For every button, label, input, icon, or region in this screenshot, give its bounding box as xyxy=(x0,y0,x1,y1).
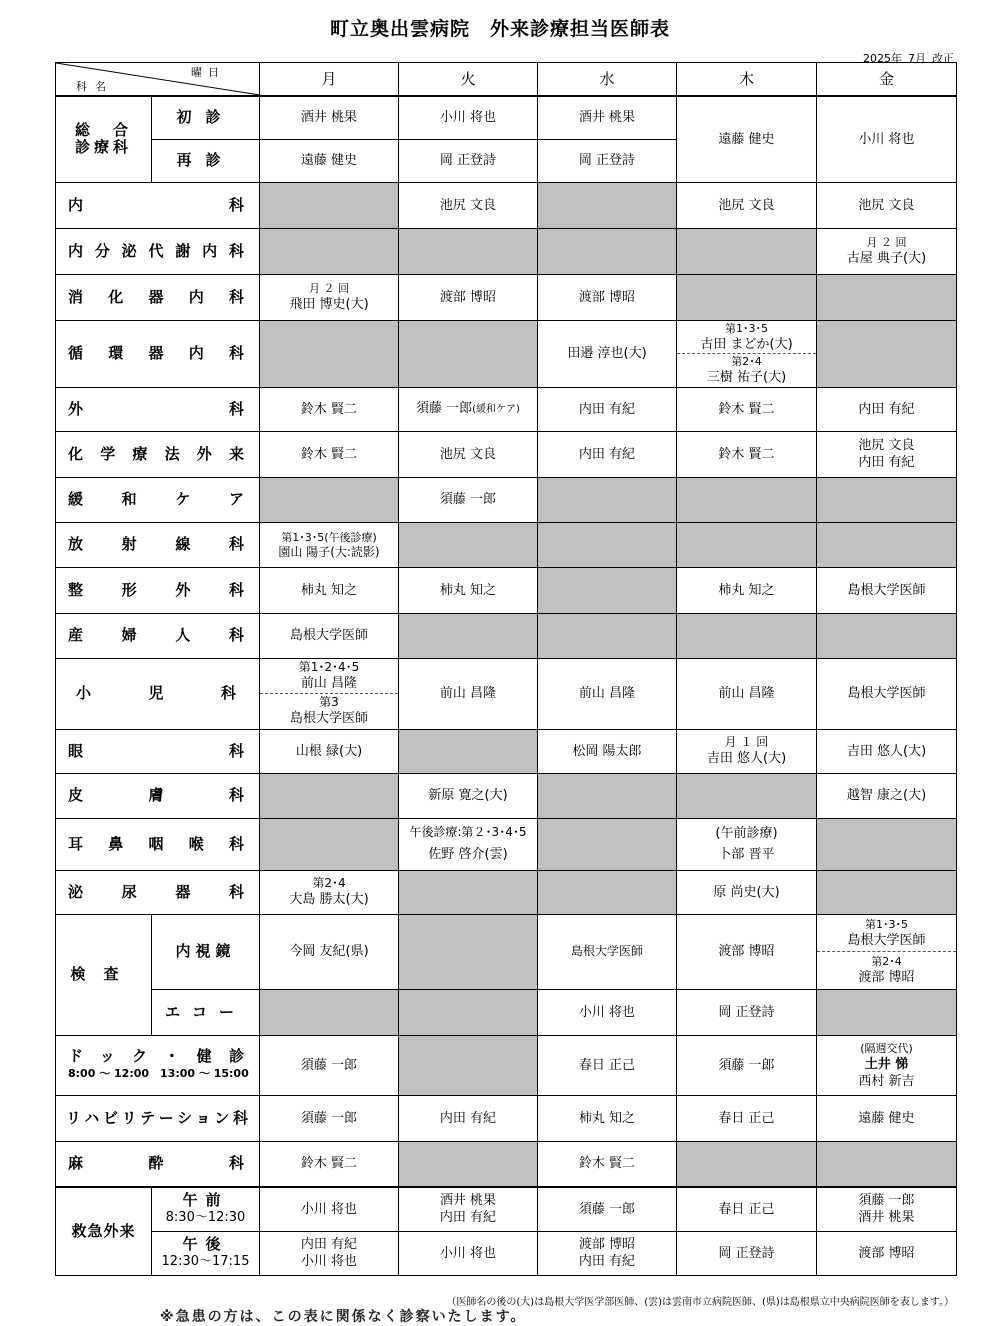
dept-junkanki: 循環器内科 xyxy=(56,320,260,387)
naishikyo-fri-note2: 第2･4 xyxy=(871,955,902,969)
cell-masui-tue xyxy=(399,1141,538,1187)
cell-ganka-wed: 松岡 陽太郎 xyxy=(538,729,677,773)
naishikyo-fri-note1: 第1･3･5 xyxy=(865,917,908,931)
sub-saishin: 再診 xyxy=(152,139,260,182)
page-title: 町立奥出雲病院 外来診療担当医師表 xyxy=(329,18,670,40)
header-corner xyxy=(56,63,260,97)
row-reha xyxy=(56,1095,957,1141)
dock-label: ドック・健診 xyxy=(68,1047,247,1065)
jibi-tue-note: 午後診療:第２･3･4･5 xyxy=(409,825,527,839)
cell-shokaki-fri xyxy=(817,274,957,320)
kagaku-fri-doctor2: 内田 有紀 xyxy=(858,455,915,470)
cell-naibunpi-wed xyxy=(538,228,677,274)
dept-geka: 外科 xyxy=(56,387,260,431)
cell-geka-thu: 鈴木 賢二 xyxy=(677,387,817,431)
cell-shoni-tue: 前山 昌隆 xyxy=(399,658,538,729)
cell-echo-mon xyxy=(260,989,399,1035)
kyukyu-am-tue-doctor1: 酒井 桃果 xyxy=(439,1193,497,1209)
cell-kyukyu-am-wed: 須藤 一郎 xyxy=(538,1187,677,1231)
cell-reha-wed: 柿丸 知之 xyxy=(538,1095,677,1141)
cell-seikei-tue: 柿丸 知之 xyxy=(399,567,538,613)
cell-sanfujin-mon: 島根大学医師 xyxy=(260,613,399,658)
header-youbi: 曜日 xyxy=(191,66,225,79)
sub-shoshin: 初診 xyxy=(152,96,260,139)
cell-seikei-fri: 島根大学医師 xyxy=(817,567,957,613)
row-ganka xyxy=(56,729,957,773)
bottom-note: ※急患の方は、この表に関係なく診察いたします。 xyxy=(160,1309,527,1325)
cell-sanfujin-tue xyxy=(399,613,538,658)
row-hifu xyxy=(56,773,957,818)
cell-jibi-thu xyxy=(677,818,817,870)
cell-jibi-fri xyxy=(817,818,957,870)
cell-naibunpi-tue xyxy=(399,228,538,274)
schedule-table xyxy=(55,62,957,1276)
cell-shokaki-tue: 渡部 博昭 xyxy=(399,274,538,320)
cell-seikei-mon: 柿丸 知之 xyxy=(260,567,399,613)
cell-naika-thu: 池尻 文良 xyxy=(677,182,817,228)
header-tue: 火 xyxy=(399,63,538,97)
cell-hifu-mon xyxy=(260,773,399,818)
cell-naishikyo-thu: 渡部 博昭 xyxy=(677,914,817,989)
cell-naishikyo-tue xyxy=(399,914,538,989)
header-kamei: 科名 xyxy=(76,80,114,93)
cell-sogo-saishin-wed: 岡 正登詩 xyxy=(538,139,677,182)
cell-hoshasen-wed xyxy=(538,522,677,567)
cell-ganka-thu xyxy=(677,729,817,773)
cell-ganka-fri: 吉田 悠人(大) xyxy=(817,729,957,773)
cell-shoni-mon xyxy=(260,658,399,729)
cell-echo-wed: 小川 将也 xyxy=(538,989,677,1035)
row-seikei xyxy=(56,567,957,613)
jibi-tue-doctor: 佐野 啓介(雲) xyxy=(428,847,508,862)
dept-sogo xyxy=(56,96,152,182)
cell-kanwa-mon xyxy=(260,477,399,522)
dept-kensa: 検査 xyxy=(56,914,152,1035)
cell-kanwa-fri xyxy=(817,477,957,522)
shoni-mon-note1: 第1･2･4･5 xyxy=(298,659,360,674)
dept-hoshasen: 放射線科 xyxy=(56,522,260,567)
cell-hifu-thu xyxy=(677,773,817,818)
row-kensa-naishikyo xyxy=(56,914,957,989)
cell-sogo-thu: 遠藤 健史 xyxy=(677,96,817,182)
cell-naibunpi-mon xyxy=(260,228,399,274)
dept-naibunpi: 内分泌代謝内科 xyxy=(56,228,260,274)
dock-fri-note: (隔週交代) xyxy=(860,1041,913,1055)
cell-masui-mon: 鈴木 賢二 xyxy=(260,1141,399,1187)
revised-month: 7月 xyxy=(908,52,926,65)
cell-echo-thu: 岡 正登詩 xyxy=(677,989,817,1035)
cell-jibi-mon xyxy=(260,818,399,870)
cell-ganka-tue xyxy=(399,729,538,773)
cell-dock-tue xyxy=(399,1035,538,1095)
cell-sogo-fri: 小川 将也 xyxy=(817,96,957,182)
cell-shoni-fri: 島根大学医師 xyxy=(817,658,957,729)
hoshasen-mon-doctor: 園山 陽子(大:読影) xyxy=(278,544,380,559)
cell-seikei-thu: 柿丸 知之 xyxy=(677,567,817,613)
dept-sanfujin: 産婦人科 xyxy=(56,613,260,658)
jibi-thu-note: (午前診療) xyxy=(715,826,778,841)
kyukyu-pm-mon-doctor1: 内田 有紀 xyxy=(300,1237,358,1252)
row-sanfujin xyxy=(56,613,957,658)
cell-junkanki-wed: 田邉 淳也(大) xyxy=(538,320,677,387)
row-naibunpi xyxy=(56,228,957,274)
cell-kanwa-tue: 須藤 一郎 xyxy=(399,477,538,522)
cell-kanwa-thu xyxy=(677,477,817,522)
cell-geka-mon: 鈴木 賢二 xyxy=(260,387,399,431)
junkanki-thu-doctor1: 古田 まどか(大) xyxy=(700,336,793,352)
cell-reha-tue: 内田 有紀 xyxy=(399,1095,538,1141)
kyukyu-am-label: 午前 xyxy=(182,1191,229,1210)
row-dock xyxy=(56,1035,957,1095)
cell-masui-fri xyxy=(817,1141,957,1187)
cell-hoshasen-tue xyxy=(399,522,538,567)
cell-geka-tue xyxy=(399,387,538,431)
cell-naishikyo-mon: 今岡 友紀(県) xyxy=(260,914,399,989)
cell-kyukyu-pm-mon xyxy=(260,1231,399,1275)
kyukyu-am-tue-doctor2: 内田 有紀 xyxy=(439,1210,497,1226)
sub-kyukyu-am xyxy=(152,1187,260,1231)
cell-hifu-tue: 新原 寛之(大) xyxy=(399,773,538,818)
cell-ganka-mon: 山根 緑(大) xyxy=(260,729,399,773)
row-kensa-echo xyxy=(56,989,957,1035)
cell-kanwa-wed xyxy=(538,477,677,522)
row-hinyo xyxy=(56,870,957,914)
naibunpi-fri-doctor: 古屋 典子(大) xyxy=(846,251,927,266)
cell-naishikyo-fri xyxy=(817,914,957,989)
row-shokaki xyxy=(56,274,957,320)
cell-junkanki-tue xyxy=(399,320,538,387)
sub-echo: エコー xyxy=(152,989,260,1035)
row-masui xyxy=(56,1141,957,1187)
cell-naibunpi-fri xyxy=(817,228,957,274)
dept-ganka: 眼科 xyxy=(56,729,260,773)
cell-hinyo-fri xyxy=(817,870,957,914)
cell-dock-wed: 春日 正己 xyxy=(538,1035,677,1095)
naishikyo-fri-doctor2: 渡部 博昭 xyxy=(858,970,915,986)
cell-hifu-fri: 越智 康之(大) xyxy=(817,773,957,818)
shokaki-mon-doctor: 飛田 博史(大) xyxy=(289,297,369,312)
cell-hinyo-mon xyxy=(260,870,399,914)
row-shoni xyxy=(56,658,957,729)
cell-kagaku-thu: 鈴木 賢二 xyxy=(677,431,817,477)
header-mon: 月 xyxy=(260,63,399,97)
cell-shokaki-mon xyxy=(260,274,399,320)
cell-dock-thu: 須藤 一郎 xyxy=(677,1035,817,1095)
cell-hinyo-tue xyxy=(399,870,538,914)
row-geka xyxy=(56,387,957,431)
cell-naika-fri: 池尻 文良 xyxy=(817,182,957,228)
dock-fri-doctor1: 土井 悌 xyxy=(864,1056,909,1072)
cell-naika-wed xyxy=(538,182,677,228)
dept-hifu: 皮膚科 xyxy=(56,773,260,818)
naishikyo-fri-doctor1: 島根大学医師 xyxy=(847,932,926,948)
kyukyu-pm-wed-doctor2: 内田 有紀 xyxy=(578,1254,636,1269)
dept-sogo-line1: 総 合 xyxy=(74,121,132,140)
cell-hoshasen-mon xyxy=(260,522,399,567)
cell-reha-fri: 遠藤 健史 xyxy=(817,1095,957,1141)
jibi-thu-doctor: 卜部 晋平 xyxy=(718,847,775,862)
cell-kagaku-mon: 鈴木 賢二 xyxy=(260,431,399,477)
cell-shokaki-wed: 渡部 博昭 xyxy=(538,274,677,320)
hinyo-mon-note: 第2･4 xyxy=(312,876,346,890)
dept-reha: リハビリテーション科 xyxy=(56,1095,260,1141)
kyukyu-am-fri-doctor1: 須藤 一郎 xyxy=(858,1193,915,1209)
dept-masui: 麻酔科 xyxy=(56,1141,260,1187)
row-kyukyu-pm xyxy=(56,1231,957,1275)
cell-naika-mon xyxy=(260,182,399,228)
cell-sanfujin-wed xyxy=(538,613,677,658)
cell-hoshasen-fri xyxy=(817,522,957,567)
cell-naibunpi-thu xyxy=(677,228,817,274)
ganka-thu-doctor: 吉田 悠人(大) xyxy=(706,751,787,766)
cell-dock-mon: 須藤 一郎 xyxy=(260,1035,399,1095)
hoshasen-mon-note: 第1･3･5(午後診療) xyxy=(281,530,377,544)
cell-geka-fri: 内田 有紀 xyxy=(817,387,957,431)
cell-echo-fri xyxy=(817,989,957,1035)
kyukyu-pm-hours: 12:30～17:15 xyxy=(161,1254,250,1269)
cell-hoshasen-thu xyxy=(677,522,817,567)
row-naika xyxy=(56,182,957,228)
cell-sanfujin-fri xyxy=(817,613,957,658)
dock-fri-doctor2: 西村 新吉 xyxy=(858,1073,915,1089)
cell-sogo-shoshin-mon: 酒井 桃果 xyxy=(260,96,399,139)
cell-masui-thu xyxy=(677,1141,817,1187)
dept-naika: 内科 xyxy=(56,182,260,228)
kagaku-fri-doctor1: 池尻 文良 xyxy=(858,438,915,453)
cell-hinyo-wed xyxy=(538,870,677,914)
ganka-thu-note: 月 １ 回 xyxy=(724,735,769,749)
footnote: （医師名の後の(大)は島根大学医学部医師、(雲)は雲南市立病院医師、(県)は島根県立中央病院医師を表します。） xyxy=(446,1297,954,1308)
cell-reha-mon: 須藤 一郎 xyxy=(260,1095,399,1141)
cell-kyukyu-pm-wed xyxy=(538,1231,677,1275)
geka-tue-note: (緩和ケア) xyxy=(472,404,520,415)
cell-seikei-wed xyxy=(538,567,677,613)
dock-hours: 8:00 ～ 12:00 13:00 ～ 15:00 xyxy=(68,1067,249,1080)
cell-masui-wed: 鈴木 賢二 xyxy=(538,1141,677,1187)
cell-kagaku-tue: 池尻 文良 xyxy=(399,431,538,477)
header-fri: 金 xyxy=(817,63,957,97)
cell-naika-tue: 池尻 文良 xyxy=(399,182,538,228)
cell-kyukyu-pm-fri: 渡部 博昭 xyxy=(817,1231,957,1275)
cell-junkanki-mon xyxy=(260,320,399,387)
cell-junkanki-fri xyxy=(817,320,957,387)
kyukyu-pm-wed-doctor1: 渡部 博昭 xyxy=(578,1237,636,1252)
cell-geka-wed: 内田 有紀 xyxy=(538,387,677,431)
revised-note: 改正 xyxy=(932,52,954,65)
kyukyu-pm-label: 午後 xyxy=(182,1235,229,1253)
row-kanwa xyxy=(56,477,957,522)
row-sogo-shoshin xyxy=(56,96,957,139)
sub-kyukyu-pm xyxy=(152,1231,260,1275)
cell-sogo-saishin-mon: 遠藤 健史 xyxy=(260,139,399,182)
dept-kagaku: 化学療法外来 xyxy=(56,431,260,477)
revised-year: 2025年 xyxy=(863,52,902,65)
dept-shokaki: 消化器内科 xyxy=(56,274,260,320)
dept-kanwa: 緩和ケア xyxy=(56,477,260,522)
naibunpi-fri-note: 月 ２ 回 xyxy=(866,236,907,249)
junkanki-thu-note2: 第2･4 xyxy=(731,355,762,369)
cell-echo-tue xyxy=(399,989,538,1035)
dept-jibi: 耳鼻咽喉科 xyxy=(56,818,260,870)
dept-dock xyxy=(56,1035,260,1095)
shoni-mon-doctor2: 島根大学医師 xyxy=(289,711,368,727)
cell-kagaku-fri xyxy=(817,431,957,477)
shoni-mon-doctor1: 前山 昌隆 xyxy=(300,675,358,691)
cell-hifu-wed xyxy=(538,773,677,818)
cell-hinyo-thu: 原 尚史(大) xyxy=(677,870,817,914)
kyukyu-pm-mon-doctor2: 小川 将也 xyxy=(300,1254,358,1269)
cell-shoni-thu: 前山 昌隆 xyxy=(677,658,817,729)
dept-sogo-line2: 診療科 xyxy=(74,138,132,157)
cell-kyukyu-pm-tue: 小川 将也 xyxy=(399,1231,538,1275)
cell-jibi-wed xyxy=(538,818,677,870)
cell-kyukyu-am-thu: 春日 正己 xyxy=(677,1187,817,1231)
dept-seikei: 整形外科 xyxy=(56,567,260,613)
row-jibi xyxy=(56,818,957,870)
junkanki-thu-doctor2: 三樹 祐子(大) xyxy=(706,370,787,386)
sub-naishikyo: 内視鏡 xyxy=(152,914,260,989)
cell-sogo-saishin-tue: 岡 正登詩 xyxy=(399,139,538,182)
cell-kyukyu-am-mon: 小川 将也 xyxy=(260,1187,399,1231)
cell-kyukyu-am-fri xyxy=(817,1187,957,1231)
cell-shoni-wed: 前山 昌隆 xyxy=(538,658,677,729)
kyukyu-am-hours: 8:30～12:30 xyxy=(165,1210,246,1226)
cell-kyukyu-pm-thu: 岡 正登詩 xyxy=(677,1231,817,1275)
shoni-mon-note2: 第3 xyxy=(319,695,339,710)
dept-shoni: 小児科 xyxy=(56,658,260,729)
header-thu: 木 xyxy=(677,63,817,97)
cell-junkanki-thu xyxy=(677,320,817,387)
header-row xyxy=(56,63,957,97)
cell-kyukyu-am-tue xyxy=(399,1187,538,1231)
row-junkanki xyxy=(56,320,957,387)
header-wed: 水 xyxy=(538,63,677,97)
junkanki-thu-note1: 第1･3･5 xyxy=(725,321,768,335)
cell-shokaki-thu xyxy=(677,274,817,320)
cell-reha-thu: 春日 正己 xyxy=(677,1095,817,1141)
row-kyukyu-am xyxy=(56,1187,957,1231)
row-kagaku xyxy=(56,431,957,477)
cell-kagaku-wed: 内田 有紀 xyxy=(538,431,677,477)
cell-naishikyo-wed: 島根大学医師 xyxy=(538,914,677,989)
cell-sogo-shoshin-tue: 小川 将也 xyxy=(399,96,538,139)
cell-sanfujin-thu xyxy=(677,613,817,658)
geka-tue-doctor: 須藤 一郎 xyxy=(416,401,473,416)
dept-kyukyu: 救急外来 xyxy=(56,1187,152,1275)
cell-sogo-shoshin-wed: 酒井 桃果 xyxy=(538,96,677,139)
kyukyu-am-fri-doctor2: 酒井 桃果 xyxy=(858,1210,915,1226)
cell-jibi-tue xyxy=(399,818,538,870)
row-hoshasen xyxy=(56,522,957,567)
hinyo-mon-doctor: 大島 勝太(大) xyxy=(289,892,369,907)
shokaki-mon-note: 月 ２ 回 xyxy=(309,282,349,295)
dept-hinyo: 泌尿器科 xyxy=(56,870,260,914)
cell-dock-fri xyxy=(817,1035,957,1095)
